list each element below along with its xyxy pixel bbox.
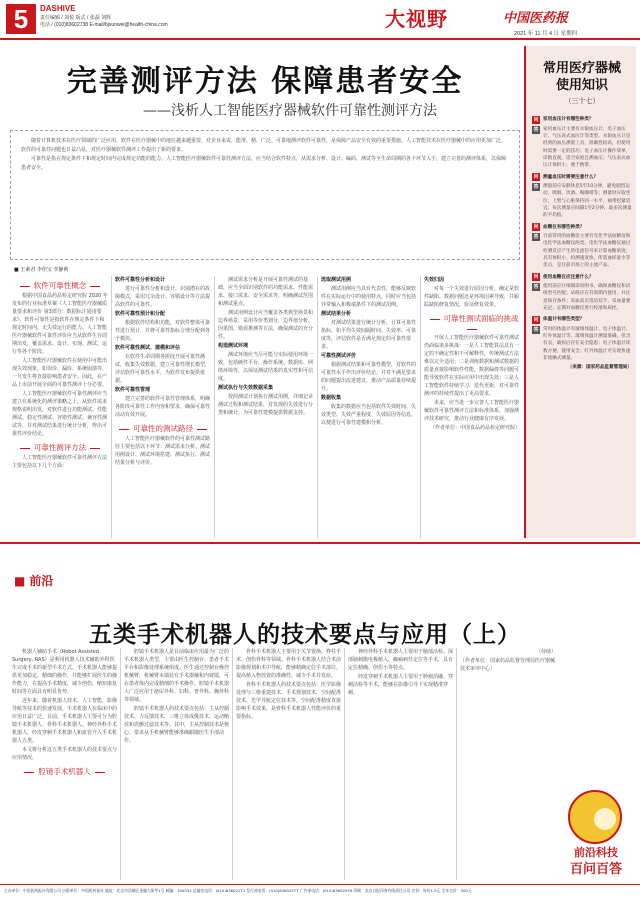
answer-text: 家用血压计主要有水银血压计、电子血压计、气压表式血压计等类型。水银血压计是经典的血压测量工具，准确性较高，但使用时需要一定的技巧；电子血压计操作简单，读数直观，适合家庭自测血压；气压表式血压计体积小、便于携带。	[543, 127, 631, 169]
bold-subhead: 构造测试环境	[218, 343, 249, 349]
main-headline: 完善测评方法 保障患者安全	[66, 64, 464, 99]
section-title: 大视野	[385, 7, 448, 31]
frontier-section-tag: ■ 前沿	[14, 572, 53, 589]
question-icon: 问	[533, 117, 539, 123]
main-subheadline: ——浅析人工智能医疗器械软件可靠性测评方法	[143, 103, 437, 119]
badge-text: 百问百答	[569, 862, 622, 877]
qa-question	[532, 173, 632, 181]
paragraph: 骨科手术机器人主要用于关节置换、脊柱手术、创伤骨科等领域。骨科手术机器人结合术前影像规划和术中导航，能够精确定位手术部位，提高植入物放置的准确性，减少手术并发症。	[236, 649, 341, 679]
bold-subhead: 数据收集	[321, 395, 342, 401]
paragraph: 在软件生命周期各阶段开展可靠性测试，收集失效数据，建立可靠性增长模型，评估软件可靠性水平，为软件发布提供依据。	[115, 354, 211, 384]
mascot-face-icon	[594, 808, 616, 830]
bold-subhead: 选取测试用例	[321, 277, 352, 283]
section-subhead: 软件可靠性概念	[12, 280, 108, 291]
column-rule	[120, 648, 121, 880]
contact-line: 电话 / (010)83602738 E-mail/bjsunwei@health-china.com	[40, 22, 168, 28]
paragraph: 进行可靠性分析和设计，识别潜在的故障模式，采用冗余设计、容错设计等方法提高软件的可靠性。	[115, 286, 211, 308]
answer-icon: 答	[533, 284, 539, 291]
paragraph: 按照测试计划执行测试用例，详细记录测试过程和测试结果，对发现的失效进行分类和统计，为可靠性建模提供数据支持。	[218, 394, 314, 416]
section-en-label: DASHIVE	[40, 4, 76, 13]
answer-icon: 答	[533, 327, 539, 334]
robot-article-column-5	[460, 648, 556, 880]
issue-date: 2021 年 11 月 4 日 星期四	[514, 31, 578, 37]
paragraph: 经皮穿刺手术机器人主要用于肿瘤消融、穿刺活检等手术，能够在影像引导下实现精准穿刺。	[348, 674, 453, 696]
bold-subhead: 软件可靠性分析和设计	[115, 277, 166, 283]
knowledge-sidebar	[524, 46, 636, 538]
question-text: 血糖仪有哪些种类？	[543, 224, 585, 230]
sidebar-title-line: 使用知识	[555, 78, 608, 93]
qa-answer	[532, 126, 632, 169]
bold-subhead: 软件可靠性测试、建模和评估	[115, 345, 181, 351]
paragraph: 根据中国食品药品检定研究院 2020 年发布的行业标准草案《人工智能医疗器械质量要求和评价 第3部分：数据标注通用要求》，软件可靠性是指软件在规定条件下和规定时间内，无失效运行的能力。人工智能医疗器械软件可靠性评价应当从软件生存周期出发，覆盖需求、设计、实现、测试、运行等各个阶段。	[12, 293, 108, 355]
bold-subhead: 测试结果分析	[321, 311, 352, 317]
masthead-rule	[0, 38, 640, 40]
qa-answer	[532, 233, 632, 269]
column-rule	[111, 276, 112, 538]
article-column-5	[424, 276, 520, 538]
section-subhead: 可靠性的测试路径	[115, 423, 211, 434]
question-text: 使用血糖仪应注意什么？	[543, 274, 594, 280]
article-column-4	[321, 276, 417, 538]
publication-footer: 主办单位：中国医药报社有限公司 出版单位：中国医药报社 地址：北京市西城区金融大街甲1号 邮编：100033 总编室电话：(010)83602171 发行部电话：(010)83602577 广告部电话：(010)83602559 印刷：北京日报印务有限责任公司 定价：每份1.5元 全年定价：300元	[4, 888, 472, 893]
question-text: 家用血压计有哪些种类？	[543, 117, 594, 123]
section-subhead: 腔镜手术机器人	[12, 766, 117, 777]
lede-box	[10, 130, 520, 260]
column-rule	[317, 276, 318, 538]
question-icon: 问	[533, 174, 539, 181]
question-text: 体温计有哪些类型？	[543, 317, 585, 323]
column-rule	[232, 648, 233, 880]
byline: ■ 王素君 李佳宝 李静莉	[14, 267, 69, 273]
bold-subhead: 失效归因	[424, 277, 445, 283]
paragraph: 人工智能医疗器械软件可靠性测评方法主要包括以下几个方面：	[12, 455, 108, 469]
qa-answer	[532, 183, 632, 219]
badge-text: 前沿科技	[574, 846, 618, 859]
sidebar-source: （来源：国家药品监督管理局）	[567, 365, 632, 371]
science-qa-badge	[560, 790, 632, 878]
question-text: 测量血压时需要注意什么？	[543, 174, 599, 180]
answer-icon: 答	[533, 234, 539, 241]
bold-subhead: 软件可靠性预计和分配	[115, 311, 166, 317]
paragraph: 人工智能医疗器械软件的可靠性测试路径主要包括以下环节：测试需求分析、测试用例设计、测试环境搭建、测试执行、测试结果分析与评价。	[115, 436, 211, 466]
author-affiliation: （作者单位：国家药品监督管理局医疗器械技术审评中心）	[460, 658, 556, 672]
paragraph: 测试用例应当具有代表性，能够反映软件在实际运行中的使用特点，同时应当包括异常输入和极端条件下的测试用例。	[321, 286, 417, 308]
paragraph: 开展人工智能医疗器械软件可靠性测试仍面临诸多挑战：一是人工智能算法具有一定的不确定性和不可解释性，传统测试方法难以完全适用；二是训练数据和测试数据的质量直接影响软件性能，数据偏倚等问题可能导致软件在实际应用中出现失效；三是人工智能软件持续学习、迭代更新，对可靠性测评的持续性提出了更高要求。	[424, 335, 520, 397]
newspaper-logo: 中国医药报	[503, 11, 569, 26]
paragraph: 本文将分析这五类手术机器人的技术要点与应用情况。	[12, 747, 117, 761]
paragraph: 未来，应当进一步完善人工智能医疗器械软件可靠性测评方法和标准体系，加强测评技术研究，推动行业健康有序发展。	[424, 400, 520, 422]
page-number: 5	[6, 4, 36, 34]
column-rule	[344, 648, 345, 880]
column-rule	[456, 648, 457, 880]
qa-answer	[532, 326, 632, 362]
answer-icon: 答	[533, 184, 539, 191]
column-rule	[420, 276, 421, 538]
qa-question	[532, 316, 632, 324]
bold-subhead: 软件可靠性管理	[115, 387, 151, 393]
paragraph: 腔镜手术机器人是目前临床应用最为广泛的手术机器人类型，主要由医生控制台、患者手术平台和影像处理系统组成。医生通过控制台操控机械臂，机械臂末端装有手术器械和内窥镜，可在患者体内完成精细的手术操作。腔镜手术机器人广泛应用于泌尿外科、妇科、普外科、胸外科等领域。	[124, 649, 229, 703]
footer-rule	[0, 884, 640, 885]
qa-question	[532, 273, 632, 281]
paragraph: 机器人辅助手术（Robot Assisted Surgery, RAS）是利用机器人技术辅助外科医生完成手术的新型手术方式。手术机器人能够提供更加稳定、精细的操作，并能够扩展医生的操作能力，在提高手术精度、减少创伤、缩短康复时间等方面具有明显优势。	[12, 649, 117, 695]
paragraph: 神经外科手术机器人主要用于脑部活检、深部脑刺激电极植入、癫痫病灶定位等手术，具有定位精确、创伤小等特点。	[348, 649, 453, 671]
answer-text: 使用前应仔细阅读说明书，确保血糖仪和试纸型号匹配；试纸应在有效期内使用，并注意保存条件；采血前应清洁双手，采血量要充足；定期对血糖仪进行校准和质控。	[543, 284, 631, 311]
article-column-1	[12, 276, 108, 538]
paragraph: 测试环境应当尽可能与实际使用环境一致，包括硬件平台、操作系统、数据库、网络环境等，以保证测试结果的真实性和可信度。	[218, 352, 314, 382]
paragraph: 对每一个失效进行原因分析，确定是软件缺陷、数据问题还是环境因素导致，并跟踪缺陷修复情况，验证修复效果。	[424, 286, 520, 308]
section-divider	[0, 542, 640, 544]
editor-line: 责任编辑 / 刘悦 版式 / 张磊 刘辉	[40, 15, 112, 21]
paragraph: 对测试结果进行统计分析，计算可靠性指标，如平均失效间隔时间、失效率、可靠度等，评估软件是否满足规定的可靠性要求。	[321, 320, 417, 350]
paragraph: 人工智能医疗器械软件在使用中可能出现失效现象，如误诊、漏诊、系统崩溃等，一旦发生将直接影响患者安全。因此，在产品上市前开展全面的可靠性测评十分必要。	[12, 358, 108, 388]
article-column-3	[218, 276, 314, 538]
answer-text: 常用的体温计有玻璃体温计、电子体温计、红外体温计等。玻璃体温计测量准确，但含有汞，破损后存在安全隐患；电子体温计读数方便、使用安全；红外体温计可实现快速非接触式测量。	[543, 327, 631, 361]
paragraph: 收集的数据应当包括软件失效时间、失效类型、失效严重程度、失效原因等信息，以便进行可靠性建模和分析。	[321, 404, 417, 426]
qa-question	[532, 223, 632, 231]
bold-subhead: 测试执行与失效数据采集	[218, 385, 274, 391]
question-icon: 问	[533, 317, 539, 324]
section-subhead: 可靠性测试面临的挑战	[424, 313, 520, 333]
paragraph: 人工智能医疗器械软件可靠性测评应当建立在系统化的测评策略之上，从软件需求规格说明出发，对软件进行功能测试、性能测试、稳定性测试、容错性测试、兼容性测试等，并对测试结果进行统计分析，得出可靠性评价结论。	[12, 391, 108, 437]
section-subhead: 可靠性测评方法	[12, 442, 108, 453]
sidebar-title	[526, 60, 638, 94]
paragraph: 骨科手术机器人的技术要点包括：医学影像处理与三维重建技术、手术规划技术、空间配准技术、光学导航定位技术等。空间配准精度直接影响手术效果，是骨科手术机器人性能评价的重要指标。	[236, 682, 341, 720]
robot-article-column-3	[236, 648, 341, 880]
paragraph: （待续）	[535, 649, 556, 655]
answer-icon: 答	[533, 127, 539, 133]
sidebar-subtitle: （三十七）	[564, 97, 600, 105]
sidebar-title-line: 常用医疗器械	[542, 61, 621, 76]
paragraph: 测试用例设计应当覆盖各类典型场景和边界场景，采用等价类划分、边界值分析、因果图、错误推测等方法，确保测试的充分性。	[218, 310, 314, 340]
lede-paragraph: 可靠性是指在规定条件下和规定时间内完成规定功能的能力。人工智能医疗器械软件可靠性测评方法，应当结合软件特点，从需求分析、设计、编码、测试等全生命周期的各个环节入手，建立完善的测评体系，以保障患者安全。	[21, 156, 507, 171]
article-column-2	[115, 276, 211, 538]
paragraph: 测试需求分析是开展可靠性测试的基础，应当全面识别软件的功能需求、性能需求、接口需求、安全需求等，明确测试范围和测试重点。	[218, 277, 314, 307]
author-affiliation: （作者单位：中国食品药品检定研究院）	[429, 425, 520, 431]
bold-subhead: 可靠性测试评价	[321, 353, 357, 359]
masthead	[0, 0, 640, 40]
robot-article-headline: 五类手术机器人的技术要点与应用（上）	[89, 621, 521, 648]
column-rule	[214, 276, 215, 538]
paragraph: 建立完善的软件可靠性管理体系，明确各阶段可靠性工作内容和要求，确保可靠性活动有效开展。	[115, 396, 211, 418]
paragraph: 腔镜手术机器人的技术要点包括：主从控制技术、力反馈技术、三维立体成像技术、运动缩放和震颤过滤技术等。其中，主从控制技术是核心，要求从手机械臂能够准确跟随医生手部动作。	[124, 706, 229, 744]
robot-article-column-1	[12, 648, 117, 880]
question-icon: 问	[533, 274, 539, 281]
qa-answer	[532, 283, 632, 312]
mascot-icon	[568, 790, 622, 844]
qa-question	[532, 116, 632, 124]
paragraph: 根据测试结果和可靠性模型，对软件的可靠性水平作出评价结论，并对不满足要求的问题提出改进建议，推动产品质量持续提升。	[321, 362, 417, 392]
lede-paragraph: 随着计算机技术在医疗领域的广泛应用，软件在医疗器械中的地位越来越重要，对企业来说，能准、精、广泛、可靠地测评软件可靠性，是保障产品安全有效的重要措施。人工智能技术在医疗器械中的应用更加广泛，软件的可靠性问题也日益凸显，对医疗器械软件测评工作提出了新的要求。	[21, 138, 507, 153]
question-icon: 问	[533, 224, 539, 231]
answer-text: 测量前应安静休息5至10分钟，避免剧烈运动、吸烟、饮酒、喝咖啡等；测量时应取坐位，上臂与心脏保持同一水平，袖带松紧适宜；每次测量应间隔1至2分钟，取多次测量的平均值。	[543, 184, 632, 219]
sidebar-qa-list	[532, 112, 632, 536]
paragraph: 根据软件结构和功能，对软件整体可靠性进行预计，并将可靠性指标合理分配到各个模块。	[115, 320, 211, 342]
paragraph: 近年来，随着机器人技术、人工智能、影像导航等技术的快速发展，手术机器人在临床中的应用日益广泛。目前，手术机器人主要可分为腔镜手术机器人、骨科手术机器人、神经外科手术机器人、经皮穿刺手术机器人和血管介入手术机器人五类。	[12, 698, 117, 744]
robot-article-column-4	[348, 648, 453, 880]
robot-article-column-2	[124, 648, 229, 880]
answer-text: 目前常用的血糖仪主要有光化学法血糖仪和电化学法血糖仪两类。电化学法血糖仪通过检测反应产生的电流信号来计算血糖浓度，具有体积小、检测速度快、所需血样量少等优点，是目前市场上的主流产品。	[543, 234, 631, 269]
